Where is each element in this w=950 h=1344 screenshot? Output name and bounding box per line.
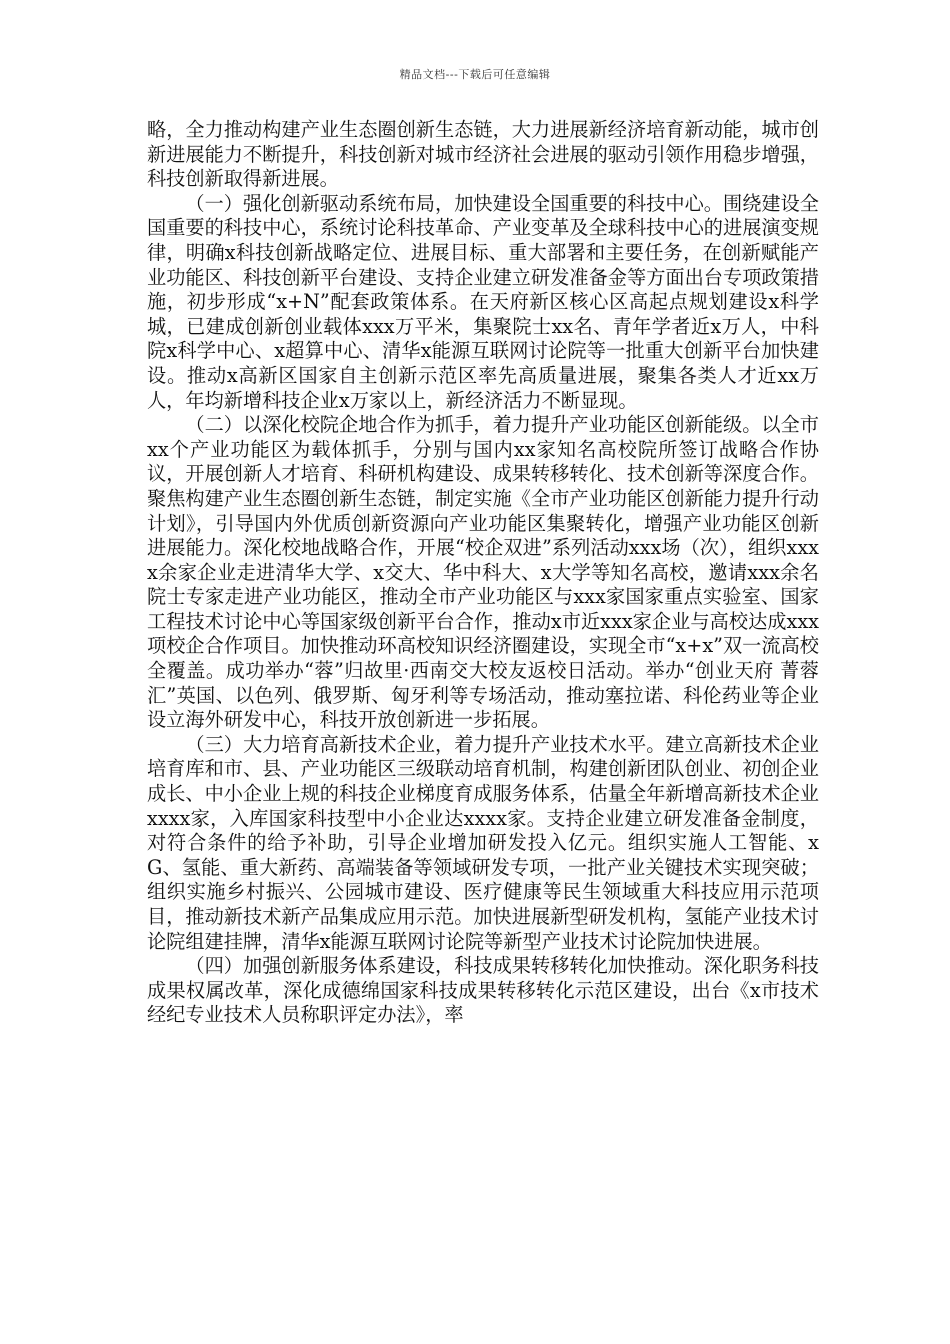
paragraph-section-4: （四）加强创新服务体系建设，科技成果转移转化加快推动。深化职务科技成果权属改革，深化成德绵国家科技成果转移转化示范区建设，出台《x市技术经纪专业技术人员称职评定办法》，率 [147,954,819,1027]
paragraph-section-3: （三）大力培育高新技术企业，着力提升产业技术水平。建立高新技术企业培育库和市、县、产业功能区三级联动培育机制，构建创新团队创业、初创企业成长、中小企业上规的科技企业梯度育成服务体系，估量全年新增高新技术企业xxxx家，入库国家科技型中小企业达xxxx家。支持企业建立研发准备金制度，对符合条件的给予补助，引导企业增加研发投入亿元。组织实施人工智能、xG、氢能、重大新药、高端装备等领域研发专项，一批产业关键技术实现突破；组织实施乡村振兴、公园城市建设、医疗健康等民生领域重大科技应用示范项目，推动新技术新产品集成应用示范。加快进展新型研发机构，氢能产业技术讨论院组建挂牌，清华x能源互联网讨论院等新型产业技术讨论院加快进展。 [147,732,819,953]
paragraph-section-2: （二）以深化校院企地合作为抓手，着力提升产业功能区创新能级。以全市xx个产业功能区为载体抓手，分别与国内xx家知名高校院所签订战略合作协议，开展创新人才培育、科研机构建设、成果转移转化、技术创新等深度合作。聚焦构建产业生态圈创新生态链，制定实施《全市产业功能区创新能力提升行动计划》，引导国内外优质创新资源向产业功能区集聚转化，增强产业功能区创新进展能力。深化校地战略合作，开展“校企双进”系列活动xxx场（次），组织xxxx余家企业走进清华大学、x交大、华中科大、x大学等知名高校，邀请xxx余名院士专家走进产业功能区，推动全市产业功能区与xxx家国家重点实验室、国家工程技术讨论中心等国家级创新平台合作，推动x市近xxx家企业与高校达成xxx项校企合作项目。加快推动环高校知识经济圈建设，实现全市“x+x”双一流高校全覆盖。成功举办“蓉”归故里·西南交大校友返校日活动。举办“创业天府 菁蓉汇”英国、以色列、俄罗斯、匈牙利等专场活动，推动塞拉诺、科伦药业等企业设立海外研发中心，科技开放创新进一步拓展。 [147,413,819,732]
paragraph-section-1: （一）强化创新驱动系统布局，加快建设全国重要的科技中心。围绕建设全国重要的科技中心，系统讨论科技革命、产业变革及全球科技中心的进展演变规律，明确x科技创新战略定位、进展目标、重大部署和主要任务，在创新赋能产业功能区、科技创新平台建设、支持企业建立研发准备金等方面出台专项政策措施，初步形成“x+N”配套政策体系。在天府新区核心区高起点规划建设x科学城，已建成创新创业载体xxx万平米，集聚院士xx名、青年学者近x万人，中科院x科学中心、x超算中心、清华x能源互联网讨论院等一批重大创新平台加快建设。推动x高新区国家自主创新示范区率先高质量进展，聚集各类人才近xx万人，年均新增科技企业x万家以上，新经济活力不断显现。 [147,191,819,412]
page-header: 精品文档---下载后可任意编辑 [399,68,551,81]
document-body [147,118,819,1028]
paragraph-continuation: 略，全力推动构建产业生态圈创新生态链，大力进展新经济培育新动能，城市创新进展能力不断提升，科技创新对城市经济社会进展的驱动引领作用稳步增强，科技创新取得新进展。 [147,118,819,191]
